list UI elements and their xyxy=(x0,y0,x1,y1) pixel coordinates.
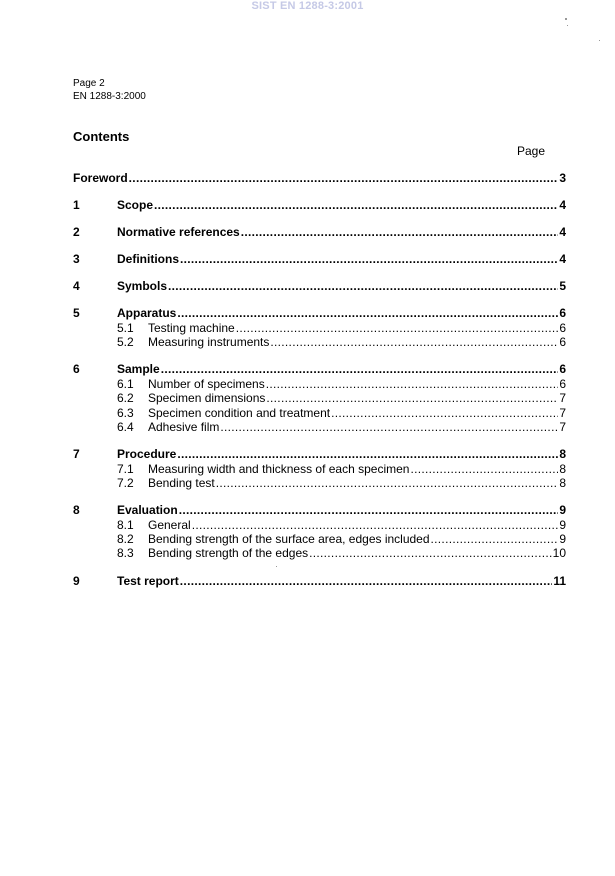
toc-page: 9 xyxy=(559,503,566,517)
toc-page: 6 xyxy=(559,321,566,335)
toc-page: 5 xyxy=(559,279,566,293)
scan-speck xyxy=(599,40,600,41)
toc-page: 6 xyxy=(559,335,566,349)
toc-entry-5-2[interactable] xyxy=(73,335,566,351)
toc-page: 3 xyxy=(559,171,566,185)
toc-leader xyxy=(241,225,559,239)
toc-title: Symbols xyxy=(117,279,168,293)
toc-number: 7.1 xyxy=(117,462,134,476)
toc-number: 9 xyxy=(73,574,80,588)
toc-leader xyxy=(129,171,559,185)
toc-number: 8.2 xyxy=(117,532,134,546)
toc-leader xyxy=(177,306,558,320)
toc-number: 6.1 xyxy=(117,377,134,391)
toc-title: Bending test xyxy=(148,476,215,490)
toc-entry-4[interactable] xyxy=(73,279,566,295)
toc-leader xyxy=(266,377,559,391)
toc-title: Specimen dimensions xyxy=(148,391,266,405)
toc-title: Definitions xyxy=(117,252,179,266)
toc-number: 6.2 xyxy=(117,391,134,405)
toc-number: 6.4 xyxy=(117,420,134,434)
toc-title: Procedure xyxy=(117,447,177,461)
toc-entry-6-2[interactable] xyxy=(73,391,566,407)
toc-page: 7 xyxy=(559,406,566,420)
toc-title: Bending strength of the surface area, edges included xyxy=(148,532,430,546)
toc-title: Evaluation xyxy=(117,503,178,517)
toc-leader xyxy=(270,335,558,349)
toc-page: 7 xyxy=(559,391,566,405)
toc-number: 5.1 xyxy=(117,321,134,335)
scan-speck xyxy=(565,18,567,20)
toc-title: Normative references xyxy=(117,225,240,239)
contents-heading: Contents xyxy=(73,129,130,144)
toc-title: Number of specimens xyxy=(148,377,265,391)
toc-number: 7.2 xyxy=(117,476,134,490)
toc-title: Specimen condition and treatment xyxy=(148,406,331,420)
toc-leader xyxy=(220,420,558,434)
toc-leader xyxy=(161,362,559,376)
toc-leader xyxy=(236,321,559,335)
toc-leader xyxy=(179,503,559,517)
toc-page: 8 xyxy=(559,462,566,476)
toc-entry-8[interactable] xyxy=(73,503,566,519)
toc-title: Test report xyxy=(117,574,179,588)
toc-leader xyxy=(180,252,558,266)
toc-leader xyxy=(192,518,559,532)
toc-number: 4 xyxy=(73,279,80,293)
toc-number: 8 xyxy=(73,503,80,517)
document-id: EN 1288-3:2000 xyxy=(73,91,146,102)
toc-leader xyxy=(331,406,558,420)
toc-number: 5.2 xyxy=(117,335,134,349)
toc-leader xyxy=(216,476,559,490)
page-number: Page 2 xyxy=(73,78,105,89)
toc-entry-7[interactable] xyxy=(73,447,566,463)
toc-leader xyxy=(177,447,558,461)
toc-leader xyxy=(431,532,559,546)
toc-page: 8 xyxy=(559,447,566,461)
toc-title: Adhesive film xyxy=(148,420,220,434)
toc-entry-5[interactable] xyxy=(73,306,566,322)
toc-number: 2 xyxy=(73,225,80,239)
toc-title: Testing machine xyxy=(148,321,235,335)
toc-page: 7 xyxy=(559,420,566,434)
toc-page: 6 xyxy=(559,362,566,376)
toc-title: Measuring instruments xyxy=(148,335,270,349)
toc-title: Apparatus xyxy=(117,306,177,320)
toc-page: 6 xyxy=(559,306,566,320)
toc-page: 8 xyxy=(559,476,566,490)
toc-number: 8.1 xyxy=(117,518,134,532)
toc-title: Scope xyxy=(117,198,154,212)
toc-title: General xyxy=(148,518,191,532)
toc-number: 6.3 xyxy=(117,406,134,420)
toc-leader xyxy=(410,462,558,476)
toc-entry-7-2[interactable] xyxy=(73,476,566,492)
toc-number: 6 xyxy=(73,362,80,376)
toc-entry-9[interactable] xyxy=(73,574,566,590)
toc-entry-3[interactable] xyxy=(73,252,566,268)
watermark: SIST EN 1288-3:2001 xyxy=(251,0,364,12)
toc-leader xyxy=(266,391,558,405)
scan-speck xyxy=(567,25,568,26)
toc-leader xyxy=(180,574,553,588)
toc-page: 4 xyxy=(559,252,566,266)
toc-entry-foreword[interactable] xyxy=(73,171,566,187)
toc-leader xyxy=(154,198,558,212)
toc-number: 7 xyxy=(73,447,80,461)
toc-page: 9 xyxy=(559,532,566,546)
toc-entry-6[interactable] xyxy=(73,362,566,378)
toc-number: 8.3 xyxy=(117,546,134,560)
toc-page: 4 xyxy=(559,225,566,239)
scan-speck xyxy=(276,566,277,567)
toc-entry-8-3[interactable] xyxy=(73,546,566,562)
toc-number: 3 xyxy=(73,252,80,266)
toc-entry-1[interactable] xyxy=(73,198,566,214)
toc-number: 5 xyxy=(73,306,80,320)
toc-leader xyxy=(168,279,558,293)
page-column-label: Page xyxy=(517,144,546,158)
toc-page: 11 xyxy=(553,574,566,588)
toc-page: 6 xyxy=(559,377,566,391)
toc-title: Measuring width and thickness of each specimen xyxy=(148,462,410,476)
toc-page: 10 xyxy=(552,546,566,560)
toc-title: Foreword xyxy=(73,171,128,185)
toc-page: 9 xyxy=(559,518,566,532)
toc-leader xyxy=(309,546,552,560)
toc-title: Sample xyxy=(117,362,160,376)
toc-entry-6-4[interactable] xyxy=(73,420,566,436)
toc-page: 4 xyxy=(559,198,566,212)
toc-number: 1 xyxy=(73,198,80,212)
toc-entry-2[interactable] xyxy=(73,225,566,241)
toc-title: Bending strength of the edges xyxy=(148,546,309,560)
